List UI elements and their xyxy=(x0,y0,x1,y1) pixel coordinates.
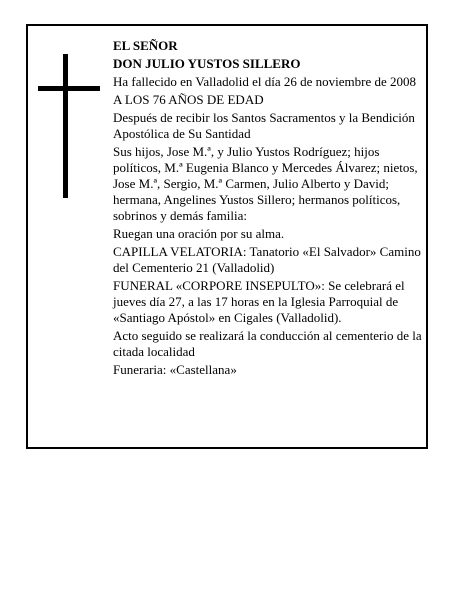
notice-title: EL SEÑOR xyxy=(113,38,178,53)
chapel-info: CAPILLA VELATORIA: Tanatorio «El Salvador» Camino del Cementerio 21 (Valladolid) xyxy=(113,244,421,275)
death-info: Ha fallecido en Valladolid el día 26 de noviembre de 2008 xyxy=(113,74,416,89)
obituary-text xyxy=(113,38,425,380)
prayer-request: Ruegan una oración por su alma. xyxy=(113,226,285,241)
deceased-name: DON JULIO YUSTOS SILLERO xyxy=(113,56,301,71)
latin-cross-icon xyxy=(38,54,100,198)
cross-vertical-bar xyxy=(63,54,68,198)
sacraments-statement: Después de recibir los Santos Sacramentos y la Bendición Apostólica de Su Santidad xyxy=(113,110,415,141)
cross-horizontal-bar xyxy=(38,86,100,91)
procession-info: Acto seguido se realizará la conducción al cementerio de la citada localidad xyxy=(113,328,422,359)
funeral-info: FUNERAL «CORPORE INSEPULTO»: Se celebrará el jueves día 27, a las 17 horas en la Iglesia Parroquial de «Santiago Apóstol» en Cigales (Valladolid). xyxy=(113,278,405,325)
family-list: Sus hijos, Jose M.ª, y Julio Yustos Rodríguez; hijos políticos, M.ª Eugenia Blanco y Mercedes Álvarez; nietos, Jose M.ª, Sergio, M.ª Carmen, Julio Alberto y David; hermana, Angelines Yustos Sillero; hermanos políticos, sobrinos y demás familia: xyxy=(113,144,418,223)
funeral-home: Funeraria: «Castellana» xyxy=(113,362,237,377)
age-at-death: A LOS 76 AÑOS DE EDAD xyxy=(113,92,264,107)
